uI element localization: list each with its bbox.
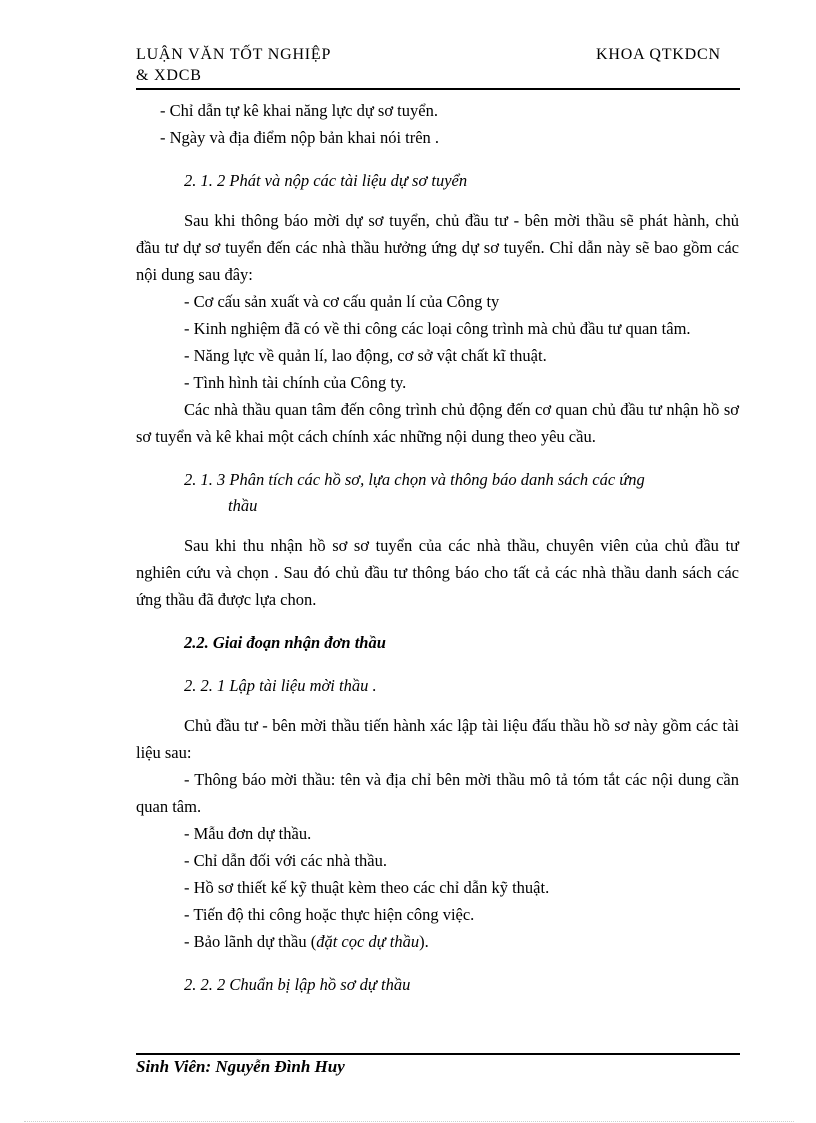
section-heading: 2. 1. 2 Phát và nộp các tài liệu dự sơ tuyển [184, 171, 468, 190]
header-divider [136, 88, 740, 90]
list-item: - Năng lực về quản lí, lao động, cơ sở vật chất kĩ thuật. [184, 346, 547, 365]
section-heading: 2.2. Giai đoạn nhận đơn thầu [184, 633, 386, 652]
header-title: LUẬN VĂN TỐT NGHIỆP [136, 46, 332, 63]
list-item: - Kinh nghiệm đã có về thi công các loại công trình mà chủ đầu tư quan tâm. [184, 319, 691, 338]
page-body [136, 97, 739, 998]
paragraph: Các nhà thầu quan tâm đến công trình chủ động đến cơ quan chủ đầu tư nhận hồ sơ sơ tuyển và kê khai một cách chính xác những nội dung theo yêu cầu. [136, 400, 739, 446]
list-item: - Mẫu đơn dự thầu. [184, 824, 312, 843]
section-heading: 2. 2. 1 Lập tài liệu mời thầu . [184, 676, 377, 695]
list-item: - Chỉ dẫn đối với các nhà thầu. [184, 851, 388, 870]
header-department: KHOA QTKDCN [596, 46, 721, 63]
section-heading: 2. 2. 2 Chuẩn bị lập hồ sơ dự thầu [184, 975, 411, 994]
list-item: - Chỉ dẫn tự kê khai năng lực dự sơ tuyển. [160, 101, 438, 120]
paragraph: Chủ đầu tư - bên mời thầu tiến hành xác lập tài liệu đấu thầu hồ sơ này gồm các tài liệu sau: [136, 716, 739, 762]
list-item: - Hồ sơ thiết kế kỹ thuật kèm theo các chỉ dẫn kỹ thuật. [184, 878, 550, 897]
list-item: - Ngày và địa điểm nộp bản khai nói trên . [160, 128, 440, 147]
section-heading-line1: 2. 1. 3 Phân tích các hồ sơ, lựa chọn và thông báo danh sách các ứng [184, 470, 645, 489]
list-item: - Tình hình tài chính của Công ty. [184, 373, 407, 392]
list-item: - Tiến độ thi công hoặc thực hiện công việc. [184, 905, 475, 924]
section-heading [136, 467, 739, 519]
list-item: - Thông báo mời thầu: tên và địa chỉ bên mời thầu mô tả tóm tắt các nội dung cần quan tâm. [136, 770, 739, 816]
header-left [136, 44, 496, 86]
paragraph: Sau khi thu nhận hồ sơ sơ tuyển của các nhà thầu, chuyên viên của chủ đầu tư nghiên cứu và chọn . Sau đó chủ đầu tư thông báo cho tất cả các nhà thầu danh sách các ứng thầu đã được lựa chon. [136, 536, 739, 609]
footer-student-name: Sinh Viên: Nguyễn Đình Huy [136, 1057, 345, 1076]
header-subtitle: & XDCB [136, 67, 202, 84]
list-item-text: - Bảo lãnh dự thầu ( [184, 932, 317, 951]
list-item [136, 928, 739, 955]
page-edge [24, 1121, 794, 1122]
footer-divider [136, 1053, 740, 1055]
list-item-emphasis: đặt cọc dự thầu [316, 932, 420, 951]
list-item-text: ). [419, 932, 429, 951]
paragraph: Sau khi thông báo mời dự sơ tuyển, chủ đầu tư - bên mời thầu sẽ phát hành, chủ đầu tư dự sơ tuyển đến các nhà thầu hưởng ứng dự sơ tuyển. Chỉ dẫn này sẽ bao gồm các nội dung sau đây: [136, 211, 739, 284]
section-heading-line2: thầu [228, 496, 258, 515]
list-item: - Cơ cấu sản xuất và cơ cấu quản lí của Công ty [184, 292, 500, 311]
